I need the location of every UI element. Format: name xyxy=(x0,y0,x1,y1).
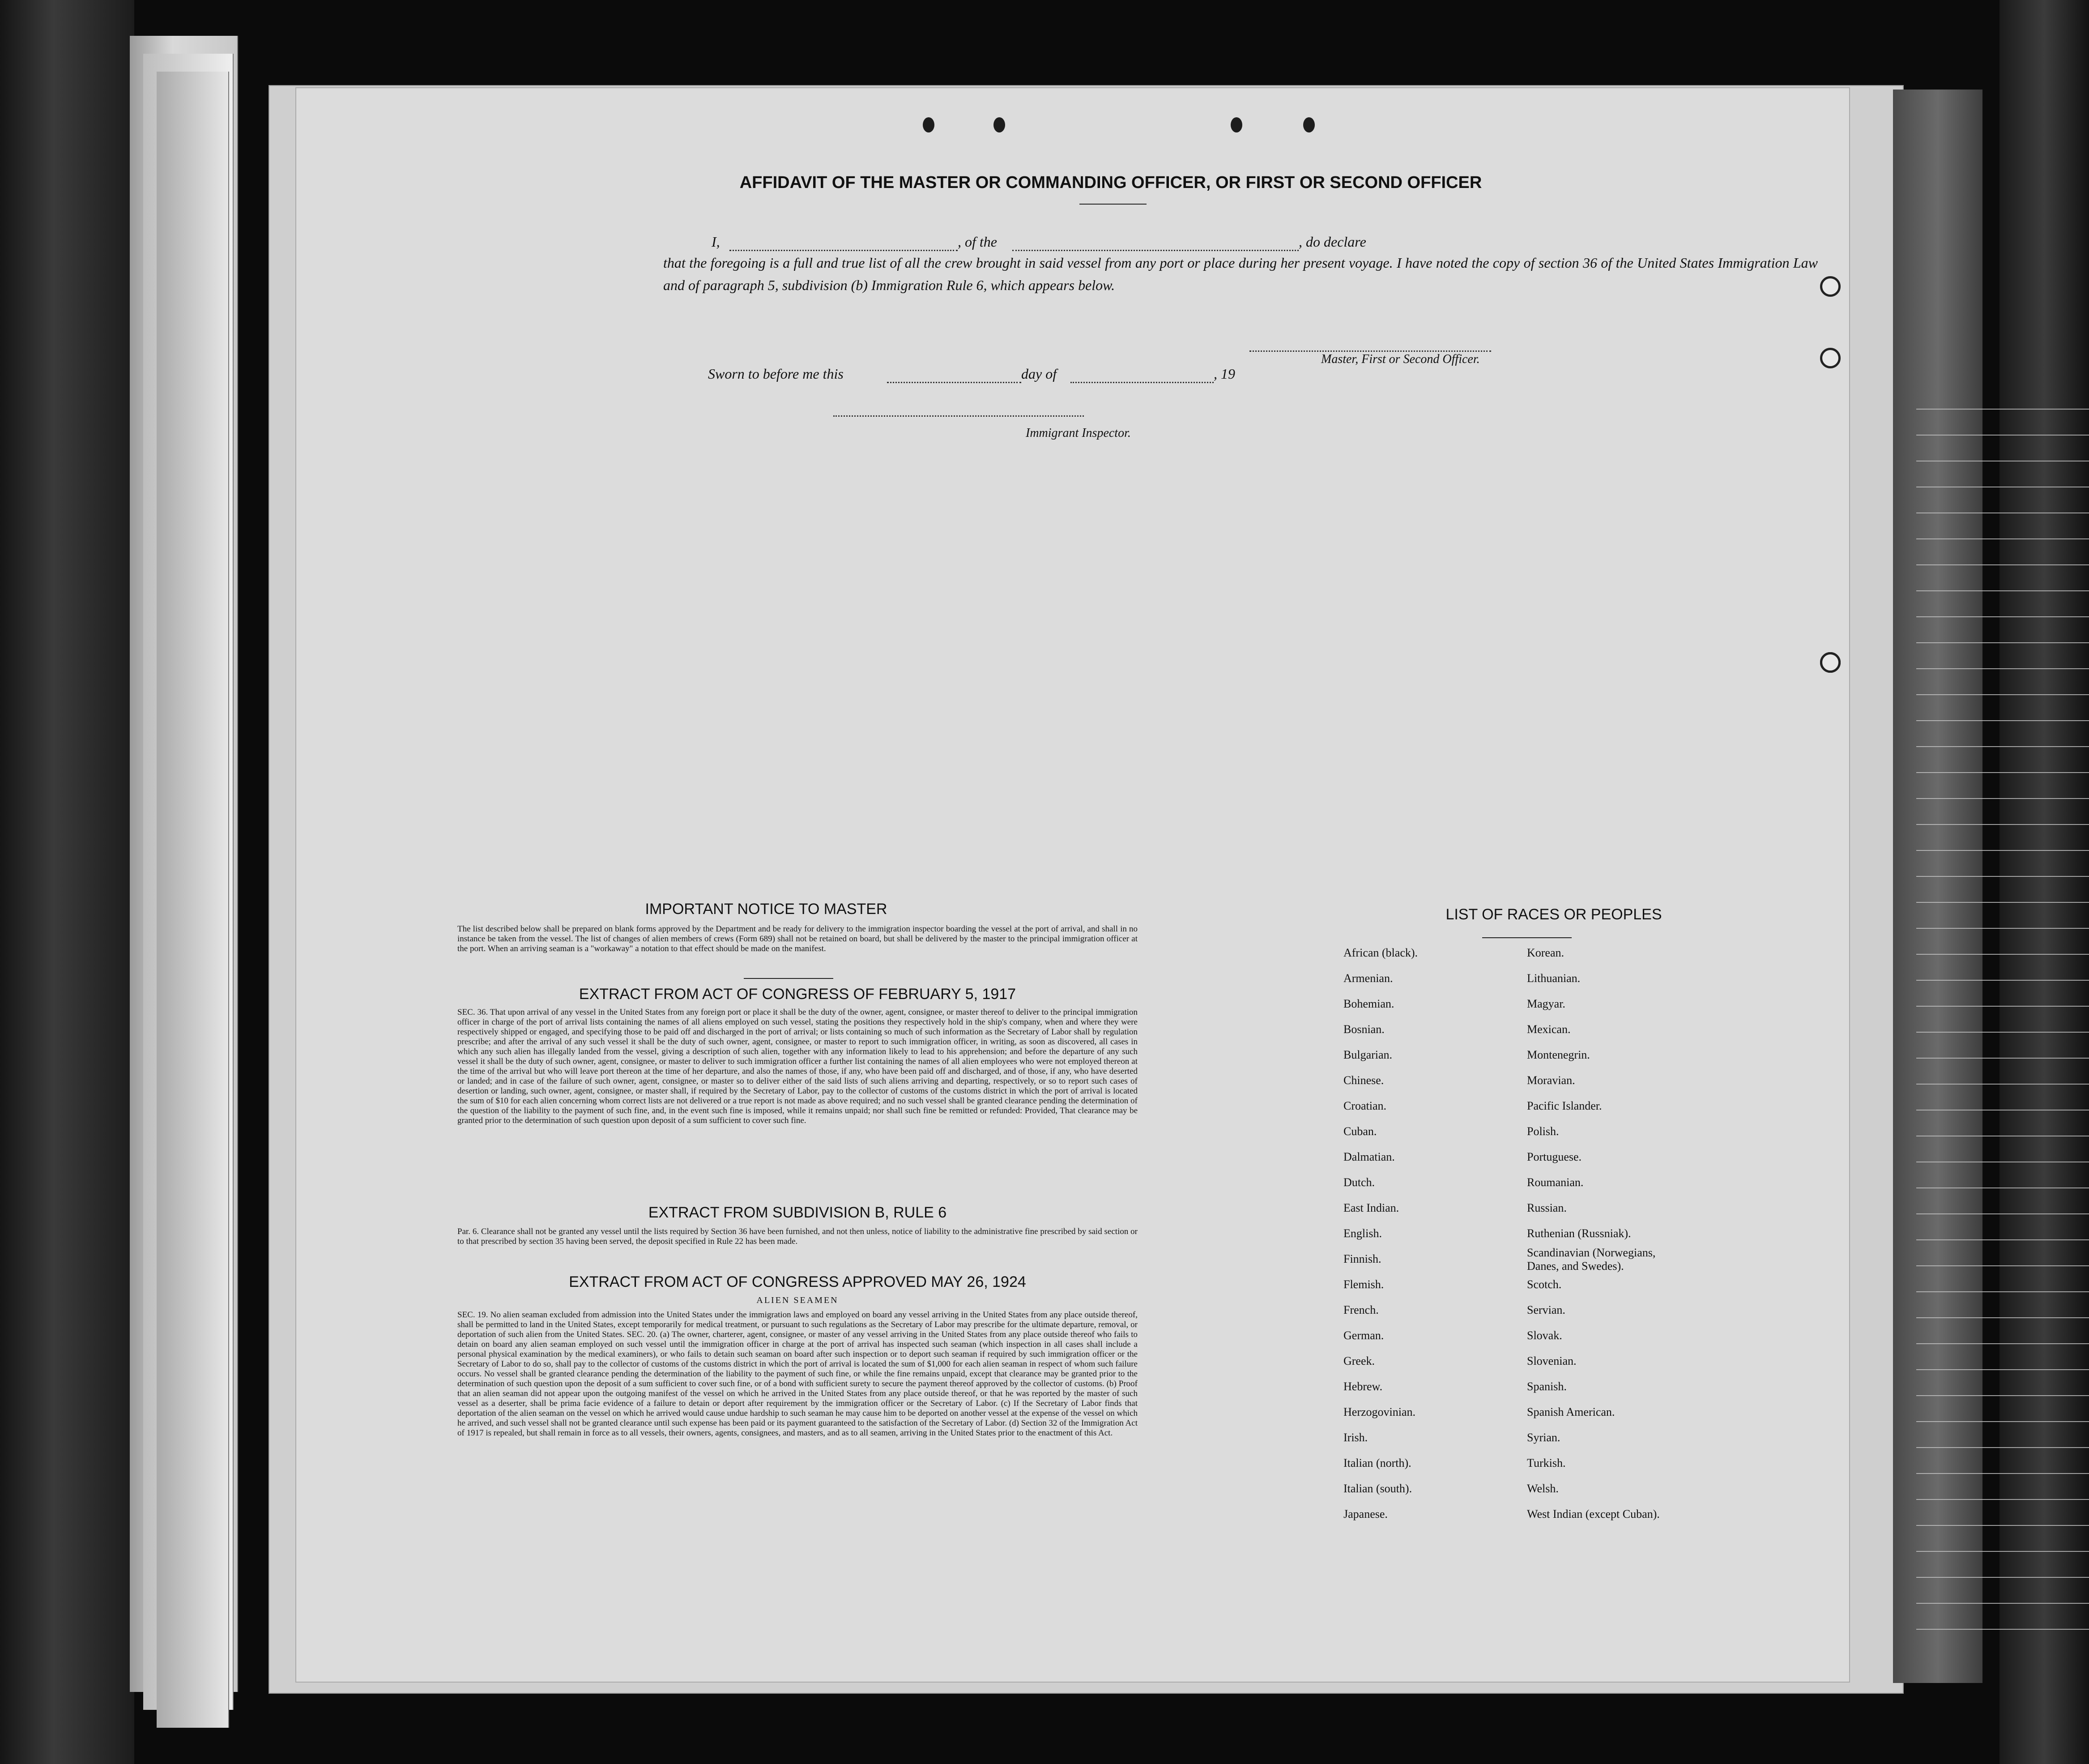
race-item: Pacific Islander. xyxy=(1527,1099,1602,1112)
notice-title: IMPORTANT NOTICE TO MASTER xyxy=(645,901,887,918)
extract-1917-text: SEC. 36. That upon arrival of any vessel in the United States from any foreign port or place it shall be the duty of the owner, agent, consignee, or master thereof to deliver to the principal immigration officer in charge of the port of arrival lists containing the names of all aliens employed on such vessel, stating the positions they respectively hold in the ship's company, when and where they were respectively shipped or engaged, and specifying those to be paid off and discharged in the port of arrival; or lists containing so much of such information as the Secretary of Labor shall by regulation prescribe; and after the arrival of any such vessel it shall be the duty of such owner, agent, consignee, or master to report to such immigration officer, in writing, as soon as discovered, all cases in which any such alien has illegally landed from the vessel, giving a description of such alien, together with any information likely to lead to his apprehension; and before the departure of any such vessel it shall be the duty of such owner, agent, consignee, or master to deliver to such immigration officer a further list containing the names of all alien employees who were not employed thereon at the time of the arrival but who will leave port thereon at the time of her departure, and also the names of those, if any, who have been paid off and discharged, and of those, if any, who have deserted or landed; and in case of the failure of such owner, agent, consignee, or master so to deliver either of the said lists of such aliens arriving and departing, respectively, or so to report such cases of desertion or landing, such owner, agent, consignee, or master shall, if required by the Secretary of Labor, pay to the collector of customs of the customs district in which the port of arrival is located the sum of $10 for each alien concerning whom correct lists are not delivered or a true report is not made as above required; and no such vessel shall be granted clearance pending the determination of the question of the liability to the payment of such fine, and, in the event such fine is imposed, while it remains unpaid; nor shall such fine be remitted or refunded: Provided, That clearance may be granted prior to the determination of such question upon deposit of a sum sufficient to cover such fine. xyxy=(457,1008,1138,1125)
race-item: African (black). xyxy=(1343,946,1418,959)
extract-1924-subtitle: ALIEN SEAMEN xyxy=(756,1295,839,1305)
race-item: Russian. xyxy=(1527,1201,1567,1214)
race-item: Armenian. xyxy=(1343,972,1393,985)
race-item: Slovenian. xyxy=(1527,1354,1577,1367)
race-item: Magyar. xyxy=(1527,997,1565,1010)
punch-hole xyxy=(923,117,934,132)
race-item: Bohemian. xyxy=(1343,997,1394,1010)
signature-label: Master, First or Second Officer. xyxy=(1321,352,1480,366)
race-item: East Indian. xyxy=(1343,1201,1399,1214)
race-item: English. xyxy=(1343,1227,1382,1240)
affidavit-declare-label: , do declare xyxy=(1299,234,1366,250)
extract-rule6-title: EXTRACT FROM SUBDIVISION B, RULE 6 xyxy=(648,1204,947,1221)
race-item: German. xyxy=(1343,1329,1384,1342)
race-item: Flemish. xyxy=(1343,1278,1384,1291)
affidavit-of-the-label: , of the xyxy=(958,234,997,250)
race-item: Spanish. xyxy=(1527,1380,1567,1393)
race-item: Spanish American. xyxy=(1527,1405,1615,1418)
signature-blank xyxy=(1249,350,1491,352)
race-item: Bosnian. xyxy=(1343,1023,1385,1036)
punch-hole xyxy=(993,117,1005,132)
race-item: Bulgarian. xyxy=(1343,1048,1393,1061)
binder-ring-hole xyxy=(1820,348,1841,368)
inspector-label: Immigrant Inspector. xyxy=(1026,426,1131,440)
affidavit-i-label: I, xyxy=(712,234,720,250)
race-item: Syrian. xyxy=(1527,1431,1560,1444)
race-item: Montenegrin. xyxy=(1527,1048,1590,1061)
bleed-through-ruling xyxy=(1916,384,2089,1637)
race-item: Servian. xyxy=(1527,1303,1565,1316)
race-item: Cuban. xyxy=(1343,1125,1377,1138)
race-item: Greek. xyxy=(1343,1354,1375,1367)
name-blank xyxy=(729,249,958,251)
race-item: Italian (south). xyxy=(1343,1482,1412,1495)
vessel-blank xyxy=(1012,249,1299,251)
divider xyxy=(1079,204,1147,205)
race-item: Slovak. xyxy=(1527,1329,1562,1342)
extract-rule6-text: Par. 6. Clearance shall not be granted any vessel until the lists required by Section 36 have been furnished, and not then unless, notice of liability to the administrative fine prescribed by said section or to that prescribed by section 35 having been served, the deposit specified in Rule 22 has been made. xyxy=(457,1227,1138,1246)
race-item: Portuguese. xyxy=(1527,1150,1582,1163)
binder-ring-hole xyxy=(1820,276,1841,297)
affidavit-body: that the foregoing is a full and true list of all the crew brought in said vessel from any port or place during her present voyage. I have noted the copy of section 36 of the United States Immigration Law and of paragraph 5, subdivision (b) Immigration Rule 6, which appears below. xyxy=(663,255,1818,293)
race-item: Scotch. xyxy=(1527,1278,1562,1291)
race-item: Italian (north). xyxy=(1343,1456,1411,1469)
race-item: Roumanian. xyxy=(1527,1176,1584,1189)
divider xyxy=(1482,937,1572,938)
race-item: Japanese. xyxy=(1343,1508,1388,1521)
punch-hole xyxy=(1231,117,1242,132)
race-item: Welsh. xyxy=(1527,1482,1559,1495)
document-page xyxy=(295,87,1850,1683)
binder-ring-hole xyxy=(1820,652,1841,673)
race-item: Ruthenian (Russniak). xyxy=(1527,1227,1631,1240)
race-item: Chinese. xyxy=(1343,1074,1384,1087)
affidavit-title: AFFIDAVIT OF THE MASTER OR COMMANDING OFFICER, OR FIRST OR SECOND OFFICER xyxy=(739,173,1482,192)
races-right-column xyxy=(1527,940,1688,1527)
races-left-column xyxy=(1343,940,1418,1527)
binder-left-edge xyxy=(0,0,134,1764)
race-item: West Indian (except Cuban). xyxy=(1527,1508,1660,1521)
race-item: Finnish. xyxy=(1343,1252,1381,1265)
month-blank xyxy=(1070,381,1214,383)
race-item: Hebrew. xyxy=(1343,1380,1383,1393)
race-item: French. xyxy=(1343,1303,1379,1316)
extract-1924-text: SEC. 19. No alien seaman excluded from admission into the United States under the immigration laws and employed on board any vessel arriving in the United States from any place outside thereof, shall be permitted to land in the United States, except temporarily for medical treatment, or pursuant to such regulations as the Secretary of Labor may prescribe for the ultimate departure, removal, or deportation of such alien from the United States. SEC. 20. (a) The owner, charterer, agent, consignee, or master of any vessel arriving in the United States from any place outside thereof who fails to detain on board any alien seaman employed on such vessel until the immigration officer in charge at the port of arrival has inspected such seaman (which inspection in all cases shall include a personal physical examination by the medical examiners), or who fails to detain such seaman on board after such inspection or to deport such seaman if required by such immigration officer or the Secretary of Labor to do so, shall pay to the collector of customs of the customs district in which the port of arrival is located the sum of $1,000 for each alien seaman in respect of whom such failure occurs. No vessel shall be granted clearance pending the determination of the liability to the payment of such fine, or while the fine remains unpaid, except that clearance may be granted prior to the determination of such question upon the deposit of a sum sufficient to cover such fine, or of a bond with sufficient surety to secure the payment thereof approved by the collector of customs. (b) Proof that an alien seaman did not appear upon the outgoing manifest of the vessel on which he arrived in the United States from any place outside thereof, or that he was reported by the master of such vessel as a deserter, shall be prima facie evidence of a failure to detain or deport after requirement by the immigration officer or the Secretary of Labor. (c) If the Secretary of Labor finds that deportation of the alien seaman on the vessel on which he arrived would cause undue hardship to such seaman he may cause him to be deported on another vessel at the expense of the vessel on which he arrived, and such vessel shall not be granted clearance until such expense has been paid or its payment guaranteed to the satisfaction of the Secretary of Labor. (d) Section 32 of the Immigration Act of 1917 is repealed, but shall remain in force as to all vessels, their owners, agents, consignees, and masters, and as to all seamen, arriving in the United States prior to the enactment of this Act. xyxy=(457,1310,1138,1438)
race-item: Korean. xyxy=(1527,946,1565,959)
race-item: Polish. xyxy=(1527,1125,1559,1138)
notice-text: The list described below shall be prepared on blank forms approved by the Department and be ready for delivery to the immigration inspector boarding the vessel at the port of arrival, and shall in no instance be taken from the vessel. The list of changes of alien members of crews (Form 689) shall not be retained on board, but shall be delivered by the master to the principal immigration officer at the port. When an arriving seaman is a "workaway" a notation to that effect should be made on the manifest. xyxy=(457,924,1138,953)
extract-1924-title: EXTRACT FROM ACT OF CONGRESS APPROVED MAY 26, 1924 xyxy=(569,1273,1026,1290)
race-item: Moravian. xyxy=(1527,1074,1575,1087)
inspector-blank xyxy=(833,415,1084,417)
year-label: , 19 xyxy=(1214,366,1235,382)
race-item: Herzogovinian. xyxy=(1343,1405,1416,1418)
race-item: Mexican. xyxy=(1527,1023,1571,1036)
race-item: Dutch. xyxy=(1343,1176,1375,1189)
punch-hole xyxy=(1303,117,1315,132)
race-item: Lithuanian. xyxy=(1527,972,1581,985)
day-of-label: day of xyxy=(1021,366,1057,382)
race-item: Croatian. xyxy=(1343,1099,1387,1112)
race-item: Irish. xyxy=(1343,1431,1368,1444)
extract-1917-title: EXTRACT FROM ACT OF CONGRESS OF FEBRUARY 5, 1917 xyxy=(579,986,1016,1003)
sworn-label: Sworn to before me this xyxy=(708,366,844,382)
race-item: Dalmatian. xyxy=(1343,1150,1395,1163)
day-blank xyxy=(887,381,1021,383)
race-item: Scandinavian (Norwegians, Danes, and Swedes). xyxy=(1527,1246,1656,1273)
divider xyxy=(744,978,833,979)
stacked-pages-left-3 xyxy=(157,72,229,1728)
race-item: Turkish. xyxy=(1527,1456,1566,1469)
races-title: LIST OF RACES OR PEOPLES xyxy=(1445,906,1662,923)
